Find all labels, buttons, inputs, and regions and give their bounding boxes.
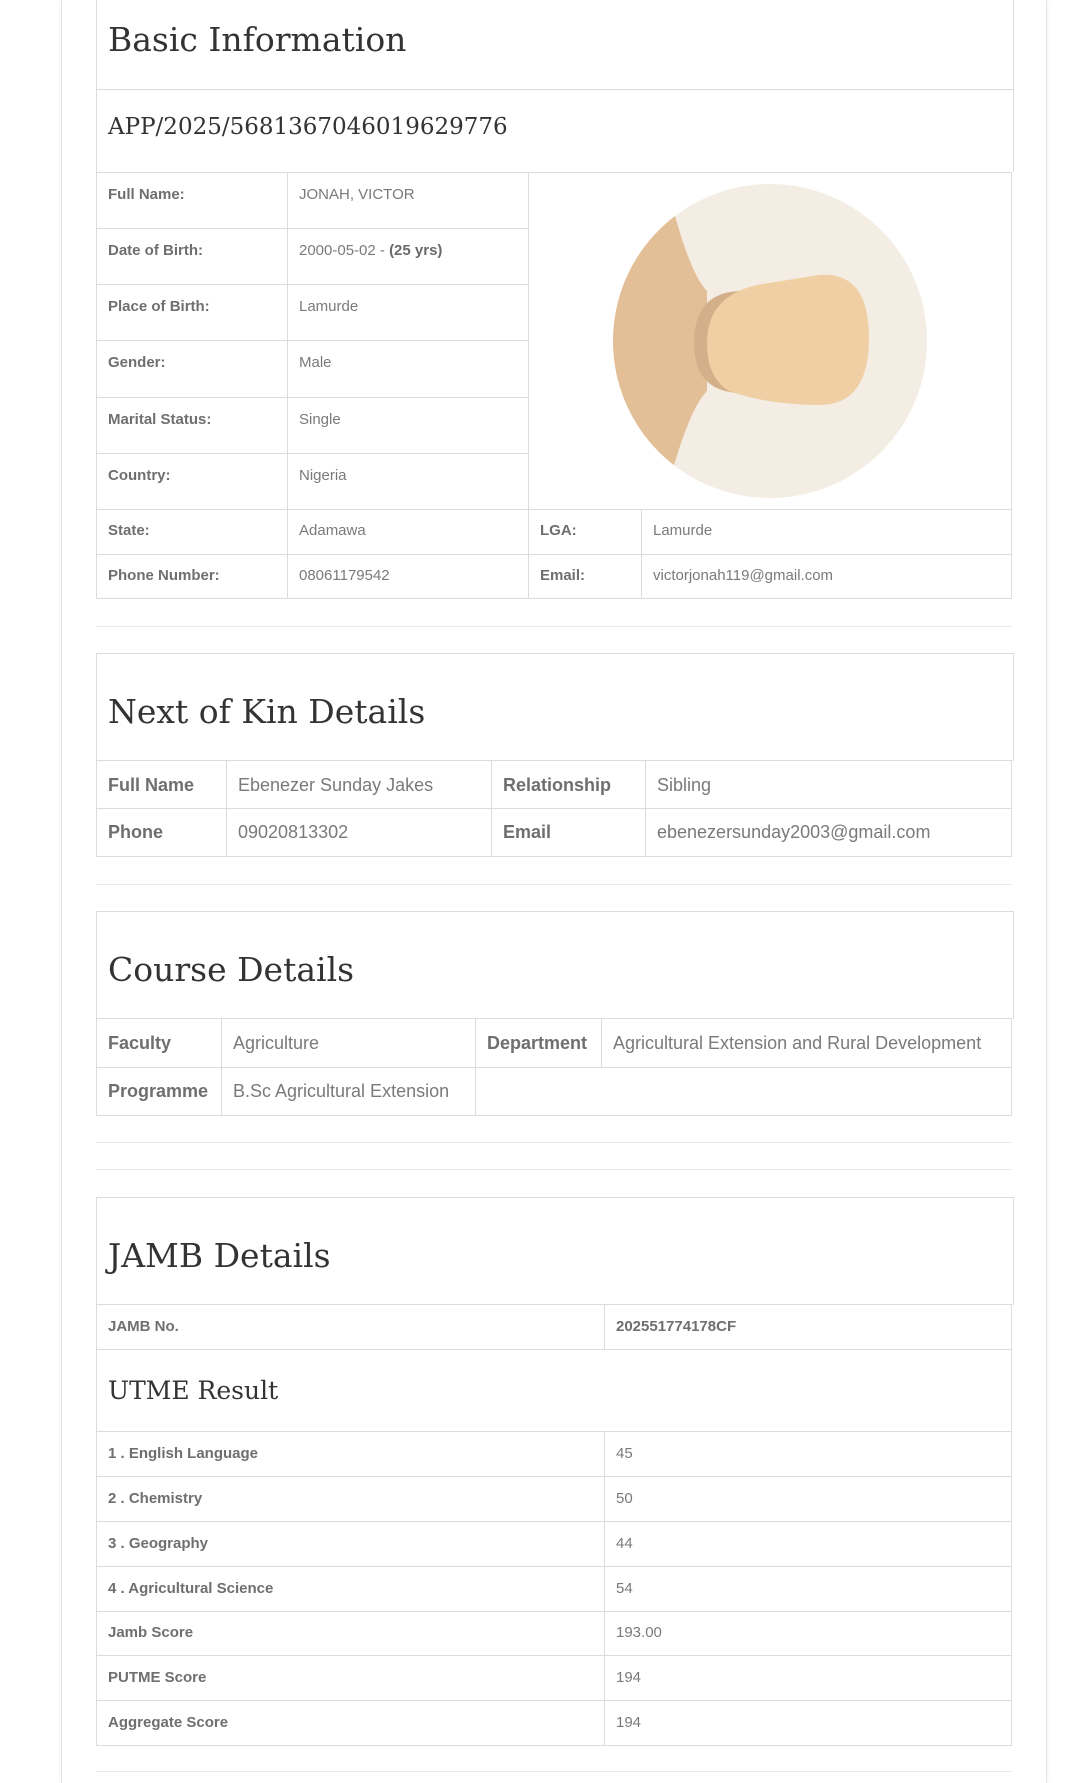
result-value: 194	[616, 1669, 642, 1686]
marital-value: Single	[299, 410, 341, 428]
course-header	[96, 911, 1014, 1019]
age-value: (25 yrs)	[389, 242, 443, 260]
result-label: Jamb Score	[108, 1624, 194, 1641]
dob-value: 2000-05-02 -	[299, 242, 390, 260]
kin-phone-label: Phone	[108, 822, 164, 842]
kin-name-value: Ebenezer Sunday Jakes	[238, 775, 434, 795]
divider	[96, 884, 1012, 885]
document-page	[61, 0, 1047, 1783]
faculty-label: Faculty	[108, 1033, 172, 1053]
result-value: 50	[616, 1490, 633, 1507]
table-row	[97, 1477, 1012, 1522]
programme-label: Programme	[108, 1081, 209, 1101]
result-value: 54	[616, 1580, 633, 1597]
kin-email-label: Email	[503, 822, 552, 842]
phone-label: Phone Number:	[108, 567, 220, 584]
result-label: 4 . Agricultural Science	[108, 1580, 274, 1597]
kin-phone-value: 09020813302	[238, 822, 349, 842]
jamb-table	[96, 1304, 1012, 1746]
result-value: 45	[616, 1445, 633, 1462]
table-row	[97, 1701, 1012, 1746]
divider	[96, 1771, 1012, 1772]
marital-label: Marital Status:	[108, 410, 212, 428]
state-value: Adamawa	[299, 522, 366, 539]
result-label: 2 . Chemistry	[108, 1490, 203, 1507]
utme-title: UTME Result	[108, 1376, 279, 1405]
kin-name-label: Full Name	[108, 775, 195, 795]
basic-info-title: Basic Information	[108, 20, 407, 59]
divider	[96, 1142, 1012, 1143]
jamb-title: JAMB Details	[108, 1236, 331, 1275]
kin-email-value: ebenezersunday2003@gmail.com	[657, 822, 931, 842]
kin-relationship-value: Sibling	[657, 775, 712, 795]
email-value: victorjonah119@gmail.com	[653, 567, 834, 584]
avatar	[529, 173, 999, 509]
email-label: Email:	[540, 567, 586, 584]
pob-label: Place of Birth:	[108, 298, 210, 316]
gender-value: Male	[299, 354, 332, 372]
full-name-label: Full Name:	[108, 186, 185, 203]
table-row	[97, 1522, 1012, 1567]
full-name-value: JONAH, VICTOR	[299, 186, 415, 203]
kin-relationship-label: Relationship	[503, 775, 612, 795]
result-label: PUTME Score	[108, 1669, 207, 1686]
state-label: State:	[108, 522, 150, 539]
basic-info-table	[96, 172, 1012, 599]
result-value: 194	[616, 1714, 642, 1731]
faculty-value: Agriculture	[233, 1033, 320, 1053]
divider	[96, 626, 1012, 627]
course-title: Course Details	[108, 950, 355, 989]
programme-value: B.Sc Agricultural Extension	[233, 1081, 450, 1101]
gender-label: Gender:	[108, 354, 166, 372]
basic-info-header	[96, 0, 1014, 172]
table-row	[97, 1656, 1012, 1701]
country-label: Country:	[108, 466, 171, 484]
kin-header	[96, 653, 1014, 761]
department-value: Agricultural Extension and Rural Development	[613, 1033, 982, 1053]
lga-value: Lamurde	[653, 522, 713, 539]
jamb-no-label: JAMB No.	[108, 1318, 179, 1335]
jamb-no-value: 202551774178CF	[616, 1318, 737, 1335]
phone-value: 08061179542	[299, 567, 390, 584]
photo-cell	[529, 173, 1012, 510]
kin-title: Next of Kin Details	[108, 692, 426, 731]
result-label: Aggregate Score	[108, 1714, 229, 1731]
result-label: 1 . English Language	[108, 1445, 259, 1462]
lga-label: LGA:	[540, 522, 577, 539]
kin-table	[96, 760, 1012, 857]
divider	[96, 1169, 1012, 1170]
result-label: 3 . Geography	[108, 1535, 209, 1552]
jamb-header	[96, 1197, 1014, 1305]
country-value: Nigeria	[299, 466, 347, 484]
pob-value: Lamurde	[299, 298, 359, 316]
course-table	[96, 1018, 1012, 1116]
table-row	[97, 1612, 1012, 1656]
result-value: 44	[616, 1535, 633, 1552]
dob-label: Date of Birth:	[108, 242, 203, 260]
table-row	[97, 1567, 1012, 1612]
table-row	[97, 1432, 1012, 1477]
application-number: APP/2025/5681367046019629776	[108, 114, 508, 140]
result-value: 193.00	[616, 1624, 662, 1641]
department-label: Department	[487, 1033, 588, 1053]
